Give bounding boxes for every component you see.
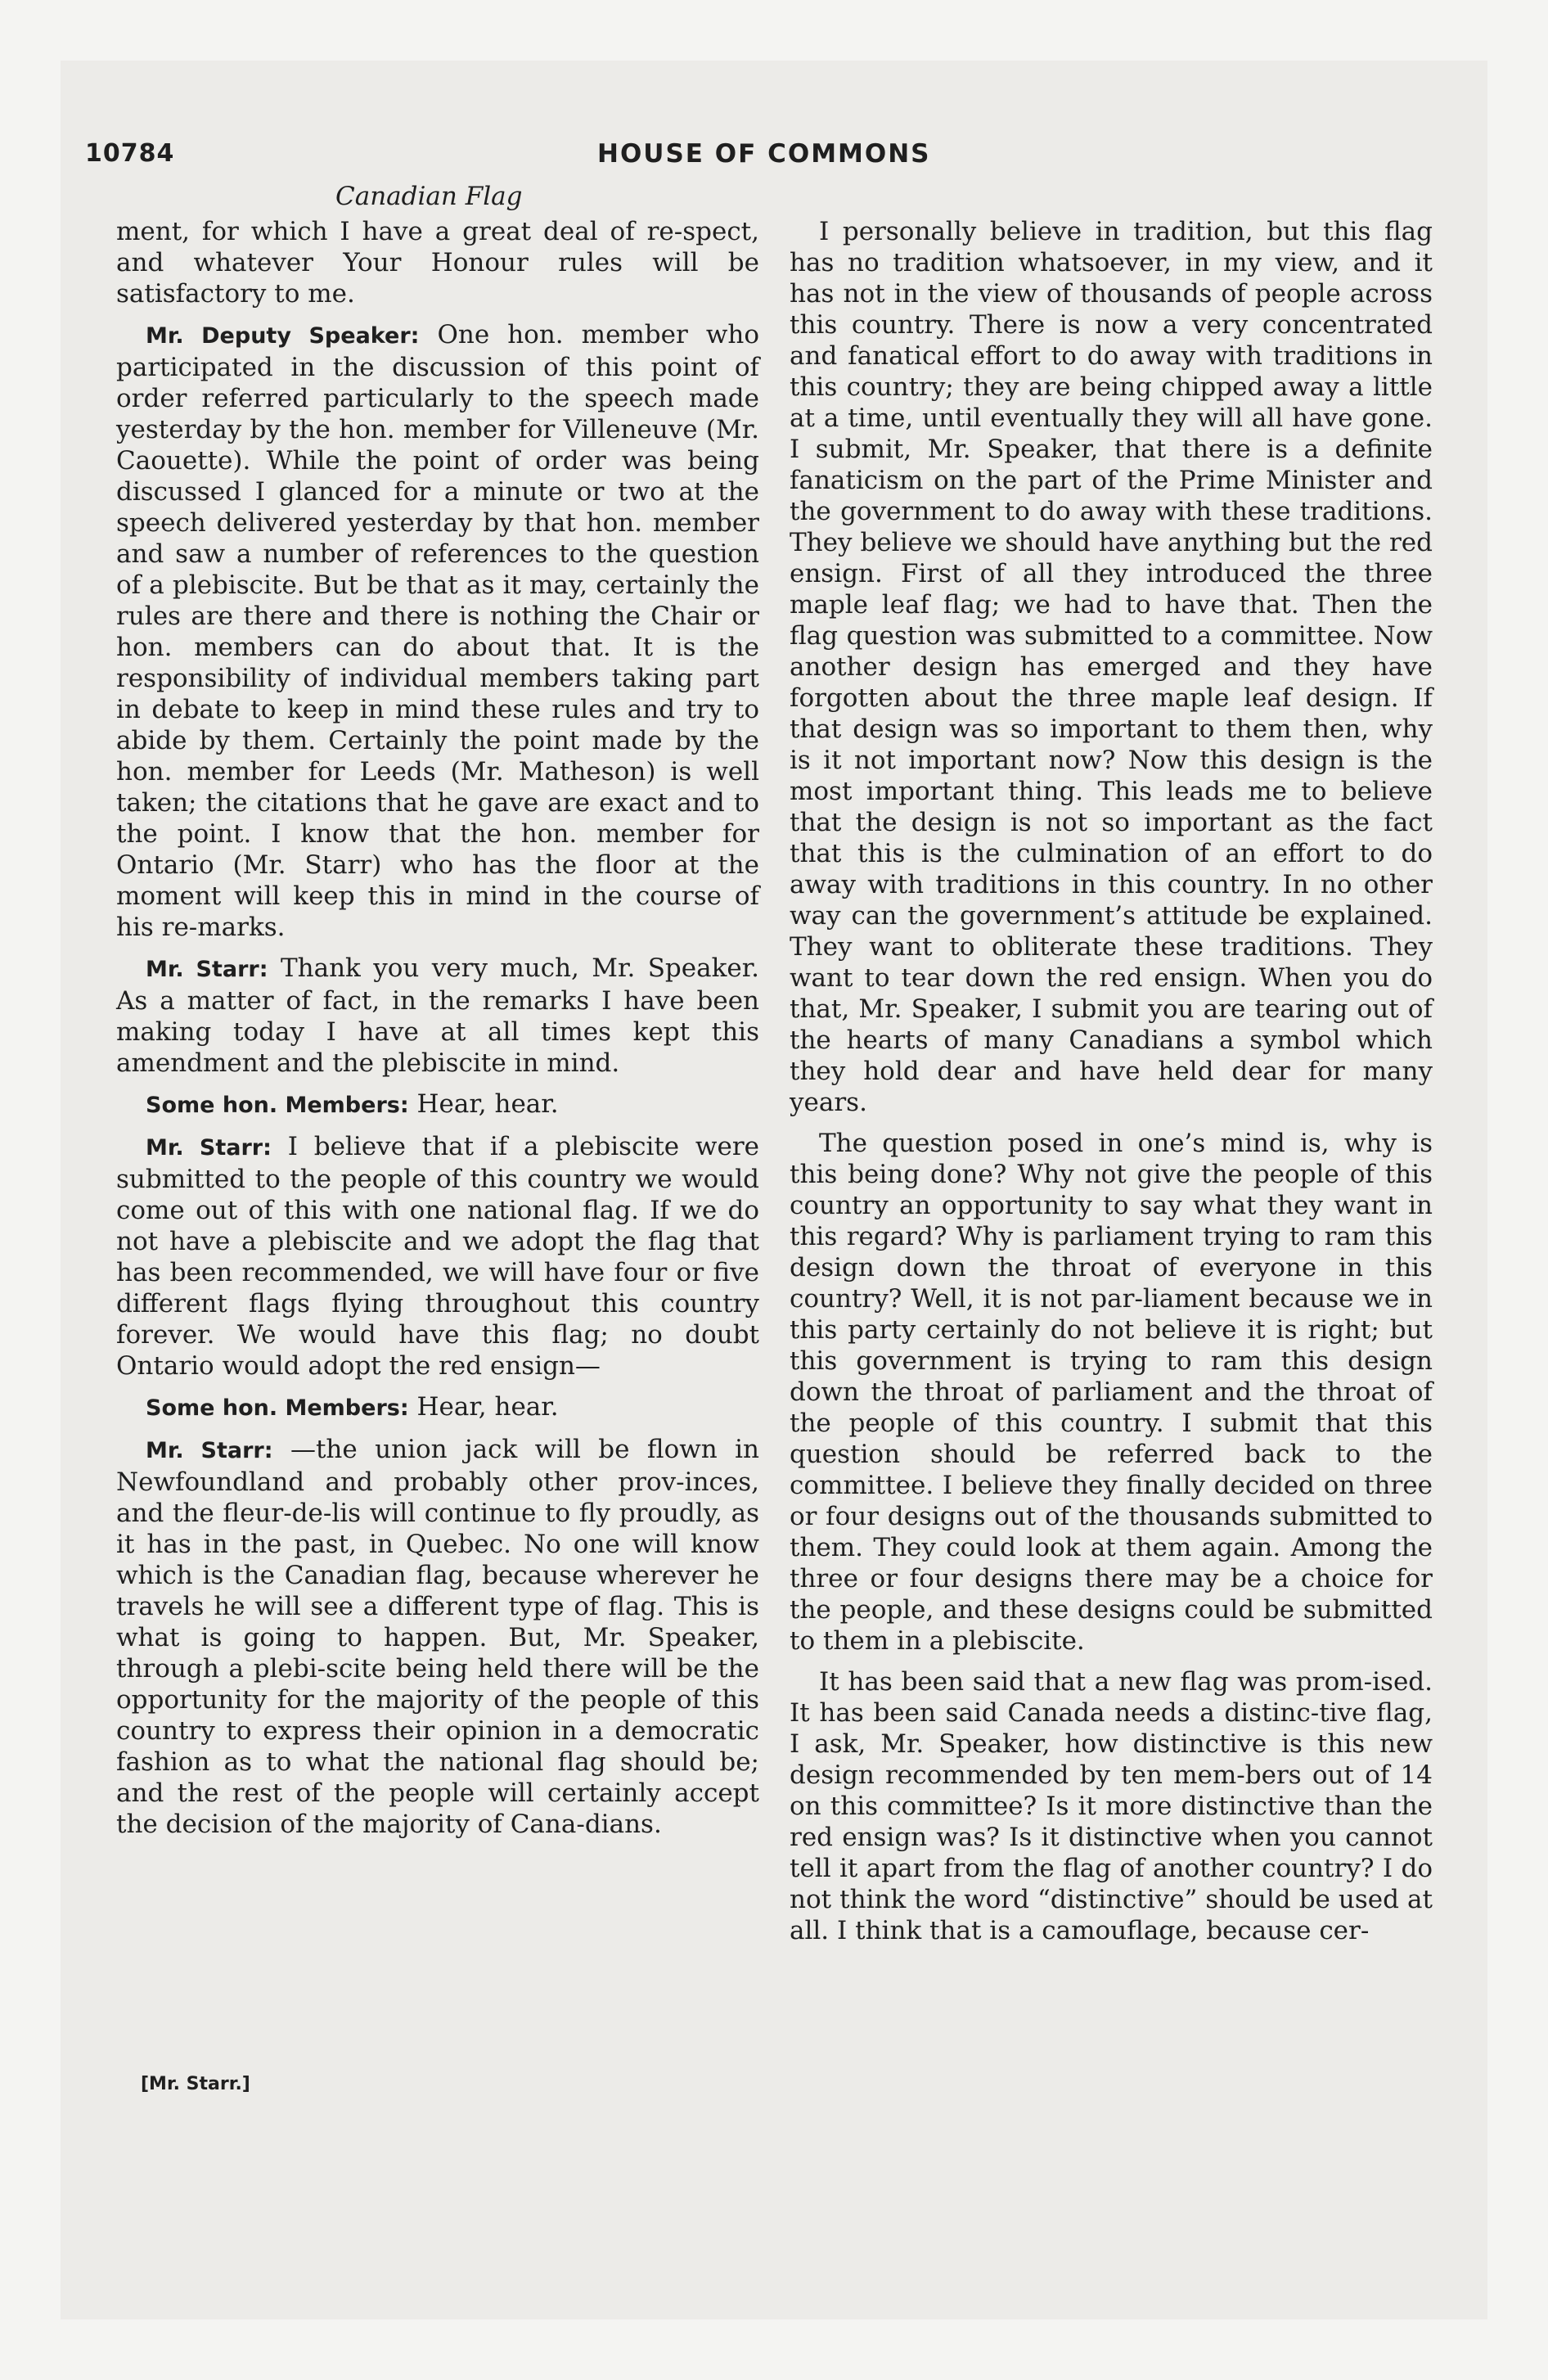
- section-title: Canadian Flag: [335, 182, 523, 211]
- speaker-label: Mr. Deputy Speaker:: [146, 323, 420, 349]
- speaker-label: Mr. Starr:: [146, 1438, 273, 1463]
- paragraph-text: Hear, hear.: [416, 1089, 559, 1119]
- paragraph-text: I personally believe in tradition, but this flag has no tradition whatsoever, in my view, and it has not in the view of thousands of people across this country. There is now a very concentrated and fanatical effort to do away with traditions in this country; they are being chipped away a little at a time, until eventually they will all have gone. I submit, Mr. Speaker, that there is a definite fanaticism on the part of the Prime Minister and the government to do away with these traditions. They believe we should have anything but the red ensign. First of all they introduced the three maple leaf flag; we had to have that. Then the flag question was submitted to a committee. Now another design has emerged and they have forgotten about the three maple leaf design. If that design was so important to them then, why is it not important now? Now this design is the most important thing. This leads me to believe that the design is not so important as the fact that this is the culmination of an effort to do away with traditions in this country. In no other way can the government’s attitude be explained. They want to obliterate these traditions. They want to tear down the red ensign. When you do that, Mr. Speaker, I submit you are tearing out of the hearts of many Canadians a symbol which they hold dear and have held dear for many years.: [790, 217, 1433, 1117]
- speaker-label: Mr. Starr:: [146, 1135, 272, 1161]
- paragraph: [116, 1391, 759, 1424]
- paragraph-text: One hon. member who participated in the discussion of this point of order referred particularly to the speech made yesterday by the hon. member for Villeneuve (Mr. Caouette). While the point of order was being discussed I glanced for a minute or two at the speech delivered yesterday by that hon. member and saw a number of references to the question of a plebiscite. But be that as it may, certainly the rules are there and there is nothing the Chair or hon. members can do about that. It is the responsibility of individual members taking part in debate to keep in mind these rules and try to abide by them. Certainly the point made by the hon. member for Leeds (Mr. Matheson) is well taken; the citations that he gave are exact and to the point. I know that the hon. member for Ontario (Mr. Starr) who has the floor at the moment will keep this in mind in the course of his re-marks.: [116, 320, 759, 942]
- paragraph: [116, 1434, 759, 1840]
- right-column: [790, 216, 1433, 1956]
- paragraph-text: It has been said that a new flag was prom-ised. It has been said Canada needs a distinc-tive flag, I ask, Mr. Speaker, how distinctive is this new design recommended by ten mem-bers out of 14 on this committee? Is it more distinctive than the red ensign was? Is it distinctive when you cannot tell it apart from the flag of another country? I do not think the word “distinctive” should be used at all. I think that is a camouflage, because cer-: [790, 1667, 1433, 1945]
- paragraph-text: ment, for which I have a great deal of re-spect, and whatever Your Honour rules will be satisfactory to me.: [116, 217, 759, 309]
- paragraph-text: —the union jack will be flown in Newfoundland and probably other prov-inces, and the fleur-de-lis will continue to fly proudly, as it has in the past, in Quebec. No one will know which is the Canadian flag, because wherever he travels he will see a different type of flag. This is what is going to happen. But, Mr. Speaker, through a plebi-scite being held there will be the opportunity for the majority of the people of this country to express their opinion in a democratic fashion as to what the national flag should be; and the rest of the people will certainly accept the decision of the majority of Cana-dians.: [116, 1435, 760, 1839]
- paragraph: [116, 953, 759, 1079]
- paragraph: [116, 1089, 759, 1121]
- paragraph: [116, 1131, 759, 1382]
- speaker-label: Some hon. Members:: [146, 1093, 409, 1118]
- paragraph-text: Hear, hear.: [416, 1392, 559, 1422]
- paragraph: [116, 319, 759, 943]
- paragraph: [116, 216, 759, 309]
- paragraph-text: Thank you very much, Mr. Speaker. As a matter of fact, in the remarks I have been making today I have at all times kept this amendment and the plebiscite in mind.: [116, 953, 759, 1078]
- speaker-label: Some hon. Members:: [146, 1395, 409, 1421]
- page-header: HOUSE OF COMMONS: [597, 139, 931, 169]
- paragraph: [790, 1128, 1433, 1657]
- paragraph-text: I believe that if a plebiscite were submitted to the people of this country we would come out of this with one national flag. If we do not have a plebiscite and we adopt the flag that has been recommended, we will have four or five different flags flying throughout this country forever. We would have this flag; no doubt Ontario would adopt the red ensign—: [116, 1132, 759, 1381]
- paragraph-text: The question posed in one’s mind is, why is this being done? Why not give the people of this country an opportunity to say what they want in this regard? Why is parliament trying to ram this design down the throat of everyone in this country? Well, it is not par-liament because we in this party certainly do not believe it is right; but this government is trying to ram this design down the throat of parliament and the throat of the people of this country. I submit that this question should be referred back to the committee. I believe they finally decided on three or four designs out of the thousands submitted to them. They could look at them again. Among the three or four designs there may be a choice for the people, and these designs could be submitted to them in a plebiscite.: [790, 1129, 1433, 1656]
- paragraph: [790, 216, 1433, 1118]
- left-column: [116, 216, 759, 1850]
- speaker-label: Mr. Starr:: [146, 957, 268, 982]
- page-number: 10784: [85, 139, 175, 168]
- speaker-attribution: [Mr. Starr.]: [141, 2074, 250, 2094]
- paragraph: [790, 1666, 1433, 1946]
